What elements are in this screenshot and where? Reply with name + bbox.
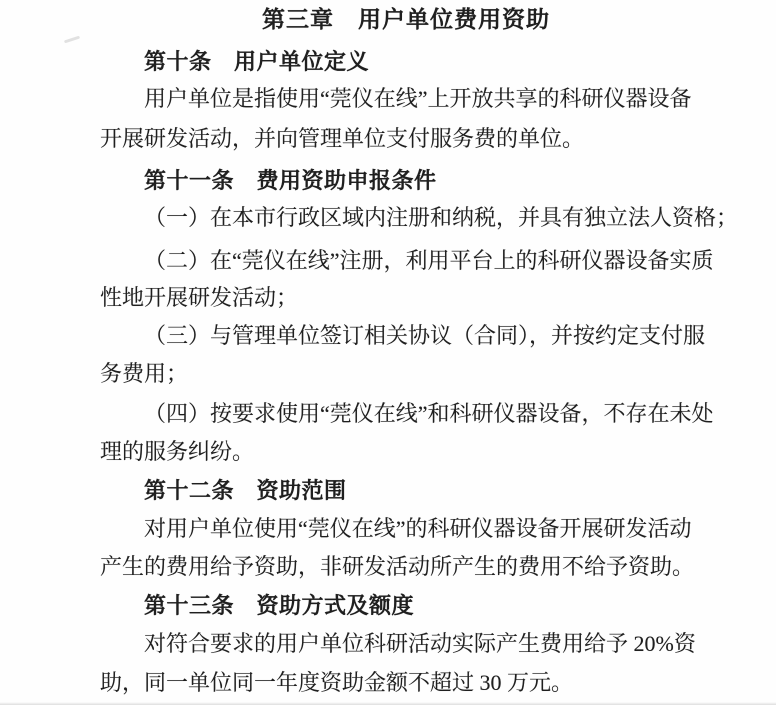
body-line: 理的服务纠纷。: [100, 439, 255, 464]
body-line-item-1: （一）在本市行政区域内注册和纳税，并具有独立法人资格；: [144, 205, 739, 230]
body-line: 对符合要求的用户单位科研活动实际产生费用给予 20%资: [144, 631, 696, 656]
body-line: 开展研发活动，并向管理单位支付服务费的单位。: [100, 126, 585, 151]
scan-artifact: [64, 36, 80, 44]
chapter-title: 第三章 用户单位费用资助: [262, 6, 550, 32]
body-line-item-2: （二）在“莞仪在线”注册，利用平台上的科研仪器设备实质: [144, 248, 714, 273]
body-line: 用户单位是指使用“莞仪在线”上开放共享的科研仪器设备: [144, 86, 692, 111]
body-line: 对用户单位使用“莞仪在线”的科研仪器设备开展研发活动: [144, 516, 692, 541]
body-line: 务费用；: [100, 361, 189, 386]
body-line: 产生的费用给予资助，非研发活动所产生的费用不给予资助。: [100, 554, 695, 579]
body-line: 性地开展研发活动；: [100, 285, 299, 310]
body-line-item-4: （四）按要求使用“莞仪在线”和科研仪器设备，不存在未处: [144, 401, 714, 426]
article-11-heading: 第十一条 费用资助申报条件: [144, 168, 437, 193]
article-12-heading: 第十二条 资助范围: [144, 478, 347, 503]
article-13-heading: 第十三条 资助方式及额度: [144, 593, 415, 618]
body-line: 助，同一单位同一年度资助金额不超过 30 万元。: [100, 670, 574, 695]
body-line-item-3: （三）与管理单位签订相关协议（合同），并按约定支付服: [144, 323, 706, 348]
article-10-heading: 第十条 用户单位定义: [144, 49, 370, 74]
